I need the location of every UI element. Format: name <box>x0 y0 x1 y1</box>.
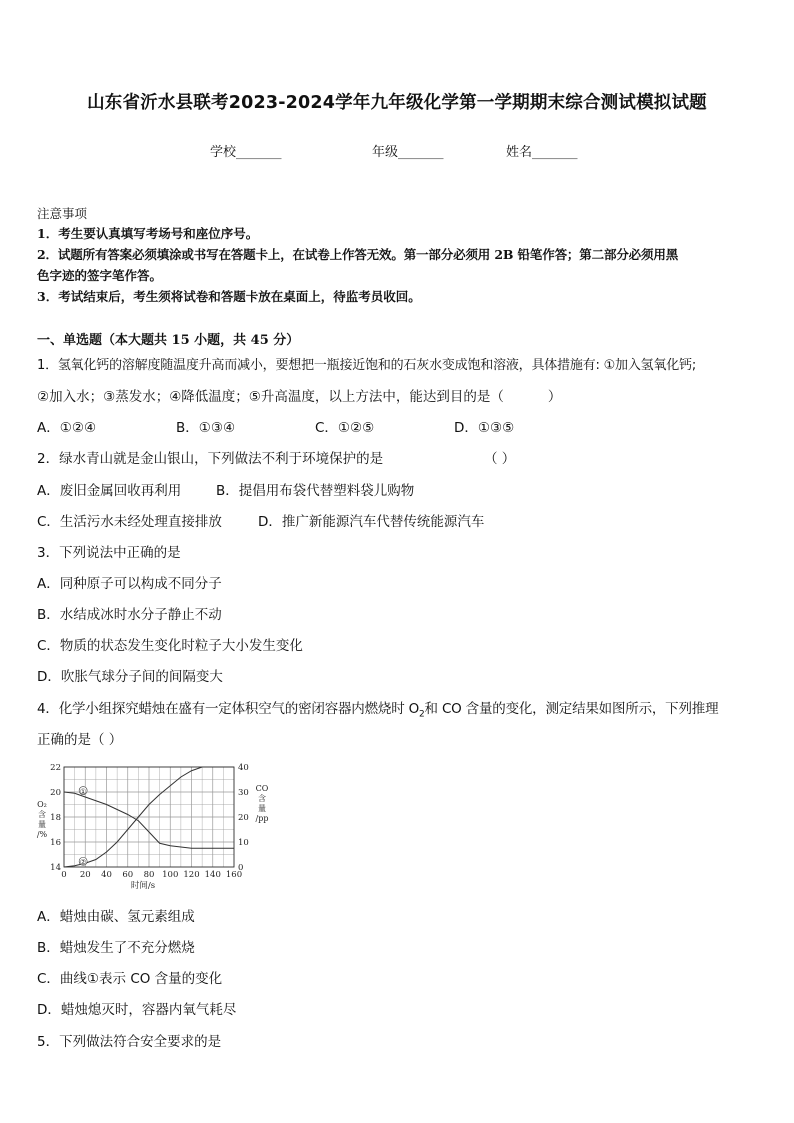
question-1-stem: ②加入水；③蒸发水；④降低温度；⑤升高温度，以上方法中，能达到目的是（ <box>37 389 504 405</box>
y-right-tick-label: 10 <box>238 838 249 848</box>
series-label: ② <box>79 857 87 867</box>
option-a[interactable]: A．废旧金属回收再利用 <box>37 483 182 499</box>
x-axis-label: 时间/s <box>130 881 156 891</box>
o2-co-chart <box>30 755 280 895</box>
y-right-axis-label: CO <box>255 784 269 793</box>
option-d[interactable]: D．吹胀气球分子间的间隔变大 <box>37 669 223 685</box>
option-b[interactable]: B．提倡用布袋代替塑料袋儿购物 <box>216 483 415 499</box>
x-tick-label: 120 <box>183 870 200 880</box>
question-1-line-2 <box>37 385 561 405</box>
x-tick-label: 80 <box>143 870 155 880</box>
page-title: 山东省沂水县联考2023-2024学年九年级化学第一学期期末综合测试模拟试题 <box>87 93 707 113</box>
subscript: 2 <box>419 709 425 720</box>
y-left-tick-label: 16 <box>50 838 61 848</box>
y-left-tick-label: 22 <box>50 763 61 773</box>
y-right-axis-label: 含 <box>258 794 266 803</box>
x-tick-label: 40 <box>101 870 112 880</box>
y-left-axis-label: 含 <box>38 810 46 819</box>
notice-item: 1．考生要认真填写考场号和座位序号。 <box>37 226 259 241</box>
option-c[interactable]: C．生活污水未经处理直接排放 <box>37 514 222 530</box>
option-d[interactable]: D．①③⑤ <box>454 420 515 436</box>
y-right-axis-label: /pp <box>255 814 269 823</box>
x-tick-label: 20 <box>79 870 91 880</box>
question-3-stem: 3．下列说法中正确的是 <box>37 545 181 561</box>
question-4-text: 4．化学小组探究蜡烛在盛有一定体积空气的密闭容器内燃烧时 O <box>37 701 420 717</box>
y-left-axis-label: /% <box>36 830 48 839</box>
school-field[interactable]: 学校_______ <box>210 145 282 160</box>
question-2-stem: 2．绿水青山就是金山银山，下列做法不利于环境保护的是 <box>37 451 384 467</box>
question-5-stem: 5．下列做法符合安全要求的是 <box>37 1034 222 1050</box>
option-b[interactable]: B．水结成冰时水分子静止不动 <box>37 607 222 623</box>
y-right-tick-label: 20 <box>238 813 249 823</box>
question-1-line-1: 1．氢氧化钙的溶解度随温度升高而减小，要想把一瓶接近饱和的石灰水变成饱和溶液，具体措施有: ①加入氢氧化钙; <box>37 358 697 373</box>
answer-paren: （ ） <box>484 451 516 467</box>
y-left-tick-label: 18 <box>50 813 61 823</box>
x-tick-label: 60 <box>122 870 134 880</box>
series-label: ① <box>79 786 87 796</box>
answer-paren-close: ） <box>547 389 562 405</box>
option-d[interactable]: D．推广新能源汽车代替传统能源汽车 <box>258 514 485 530</box>
notice-item: 2．试题所有答案必须填涂或书写在答题卡上，在试卷上作答无效。第一部分必须用 2B 铅笔作答；第二部分必须用黑 <box>37 247 679 262</box>
notice-item: 3．考试结束后，考生须将试卷和答题卡放在桌面上，待监考员收回。 <box>37 289 421 304</box>
y-right-tick-label: 0 <box>238 863 244 873</box>
option-d[interactable]: D．蜡烛熄灭时，容器内氧气耗尽 <box>37 1002 237 1018</box>
y-left-tick-label: 14 <box>50 863 61 873</box>
y-left-axis-label: 量 <box>38 820 46 829</box>
section-heading: 一、单选题（本大题共 15 小题，共 45 分） <box>37 333 300 348</box>
name-field[interactable]: 姓名_______ <box>506 145 578 160</box>
question-4-line-1 <box>37 697 718 720</box>
option-b[interactable]: B．蜡烛发生了不充分燃烧 <box>37 940 195 956</box>
option-a[interactable]: A．蜡烛由碳、氢元素组成 <box>37 909 195 925</box>
x-tick-label: 0 <box>61 870 67 880</box>
option-c[interactable]: C．①②⑤ <box>315 420 375 436</box>
y-left-tick-label: 20 <box>50 788 61 798</box>
option-a[interactable]: A．①②④ <box>37 420 97 436</box>
x-tick-label: 160 <box>225 870 243 880</box>
option-a[interactable]: A．同种原子可以构成不同分子 <box>37 576 222 592</box>
grade-field[interactable]: 年级_______ <box>372 145 444 160</box>
x-tick-label: 100 <box>162 870 179 880</box>
notice-item: 色字迹的签字笔作答。 <box>37 268 163 283</box>
y-left-axis-label: O₂ <box>37 800 47 809</box>
y-right-tick-label: 30 <box>238 788 249 798</box>
y-right-axis-label: 量 <box>258 804 266 813</box>
option-c[interactable]: C．曲线①表示 CO 含量的变化 <box>37 971 223 987</box>
notice-heading: 注意事项 <box>37 206 88 221</box>
option-b[interactable]: B．①③④ <box>176 420 236 436</box>
question-4-text: 和 CO 含量的变化，测定结果如图所示，下列推理 <box>424 701 719 717</box>
option-c[interactable]: C．物质的状态发生变化时粒子大小发生变化 <box>37 638 303 654</box>
y-right-tick-label: 40 <box>238 763 249 773</box>
student-info-row <box>0 141 794 159</box>
question-4-line-2: 正确的是（ ） <box>37 732 123 748</box>
x-tick-label: 140 <box>204 870 221 880</box>
